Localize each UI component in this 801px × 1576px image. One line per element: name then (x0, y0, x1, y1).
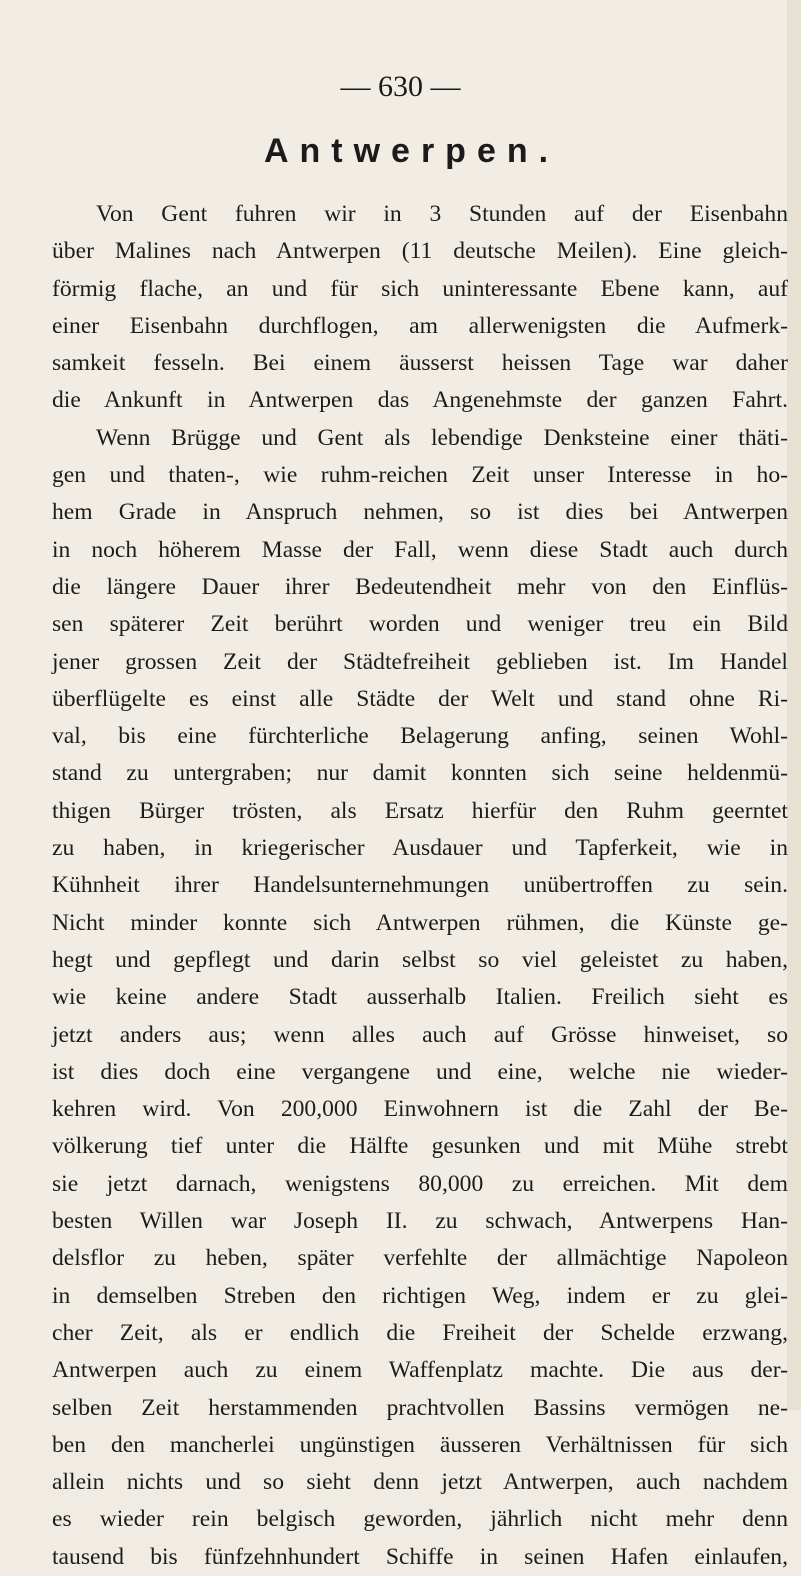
text-line: über Malines nach Antwerpen (11 deutsche Meilen). Eine gleich- (52, 238, 788, 265)
text-line: es wieder rein belgisch geworden, jährlich nicht mehr denn (52, 1506, 788, 1533)
text-line: jetzt anders aus; wenn alles auch auf Grösse hinweiset, so (52, 1021, 788, 1048)
text-line: förmig flache, an und für sich uninteressante Ebene kann, auf (52, 275, 788, 302)
text-line: zu haben, in kriegerischer Ausdauer und Tapferkeit, wie in (52, 835, 788, 862)
text-line: einer Eisenbahn durchflogen, am allerwenigsten die Aufmerk- (52, 312, 788, 339)
text-line: Wenn Brügge und Gent als lebendige Denksteine einer thäti- (96, 424, 788, 451)
text-line: stand zu untergraben; nur damit konnten sich seine heldenmü- (52, 760, 788, 787)
text-line: cher Zeit, als er endlich die Freiheit der Schelde erzwang, (52, 1319, 788, 1346)
text-line: delsflor zu heben, später verfehlte der allmächtige Napoleon (52, 1245, 788, 1272)
text-line: selben Zeit herstammenden prachtvollen Bassins vermögen ne- (52, 1394, 788, 1421)
text-line: die Ankunft in Antwerpen das Angenehmste der ganzen Fahrt. (52, 387, 788, 414)
text-line: val, bis eine fürchterliche Belagerung anfing, seinen Wohl- (52, 723, 788, 750)
text-line: Antwerpen auch zu einem Waffenplatz machte. Die aus der- (52, 1357, 788, 1384)
body-text (52, 196, 788, 1576)
text-line: thigen Bürger trösten, als Ersatz hierfür den Ruhm geerntet (52, 797, 788, 824)
text-line: in noch höherem Masse der Fall, wenn diese Stadt auch durch (52, 536, 788, 563)
text-line: Kühnheit ihrer Handelsunternehmungen unübertroffen zu sein. (52, 872, 788, 899)
text-line: hem Grade in Anspruch nehmen, so ist dies bei Antwerpen (52, 499, 788, 526)
text-line: gen und thaten-, wie ruhm-reichen Zeit unser Interesse in ho- (52, 462, 788, 489)
text-line: allein nichts und so sieht denn jetzt Antwerpen, auch nachdem (52, 1469, 788, 1496)
text-line: ben den mancherlei ungünstigen äusseren Verhältnissen für sich (52, 1431, 788, 1458)
text-line: sen späterer Zeit berührt worden und weniger treu ein Bild (52, 611, 788, 638)
text-line: hegt und gepflegt und darin selbst so viel geleistet zu haben, (52, 946, 788, 973)
text-line: ist dies doch eine vergangene und eine, welche nie wieder- (52, 1058, 788, 1085)
text-line: die längere Dauer ihrer Bedeutendheit mehr von den Einflüs- (52, 573, 788, 600)
chapter-title: Antwerpen. (263, 132, 560, 170)
text-line: kehren wird. Von 200,000 Einwohnern ist die Zahl der Be- (52, 1096, 788, 1123)
text-line: Von Gent fuhren wir in 3 Stunden auf der Eisenbahn (96, 201, 788, 227)
text-line: tausend bis fünfzehnhundert Schiffe in seinen Hafen einlaufen, (52, 1543, 788, 1570)
text-line: wie keine andere Stadt ausserhalb Italien. Freilich sieht es (52, 984, 788, 1011)
text-line: jener grossen Zeit der Städtefreiheit geblieben ist. Im Handel (52, 648, 788, 675)
text-line: überflügelte es einst alle Städte der Welt und stand ohne Ri- (52, 685, 788, 712)
text-line: samkeit fesseln. Bei einem äusserst heissen Tage war daher (52, 350, 788, 377)
text-line: völkerung tief unter die Hälfte gesunken und mit Mühe strebt (52, 1133, 788, 1160)
text-line: Nicht minder konnte sich Antwerpen rühmen, die Künste ge- (52, 909, 788, 936)
text-line: in demselben Streben den richtigen Weg, indem er zu glei- (52, 1282, 788, 1309)
text-line: besten Willen war Joseph II. zu schwach, Antwerpens Han- (52, 1208, 788, 1235)
page-number: — 630 — (340, 70, 461, 103)
text-line: sie jetzt darnach, wenigstens 80,000 zu erreichen. Mit dem (52, 1170, 788, 1197)
page-edge (787, 0, 801, 1410)
